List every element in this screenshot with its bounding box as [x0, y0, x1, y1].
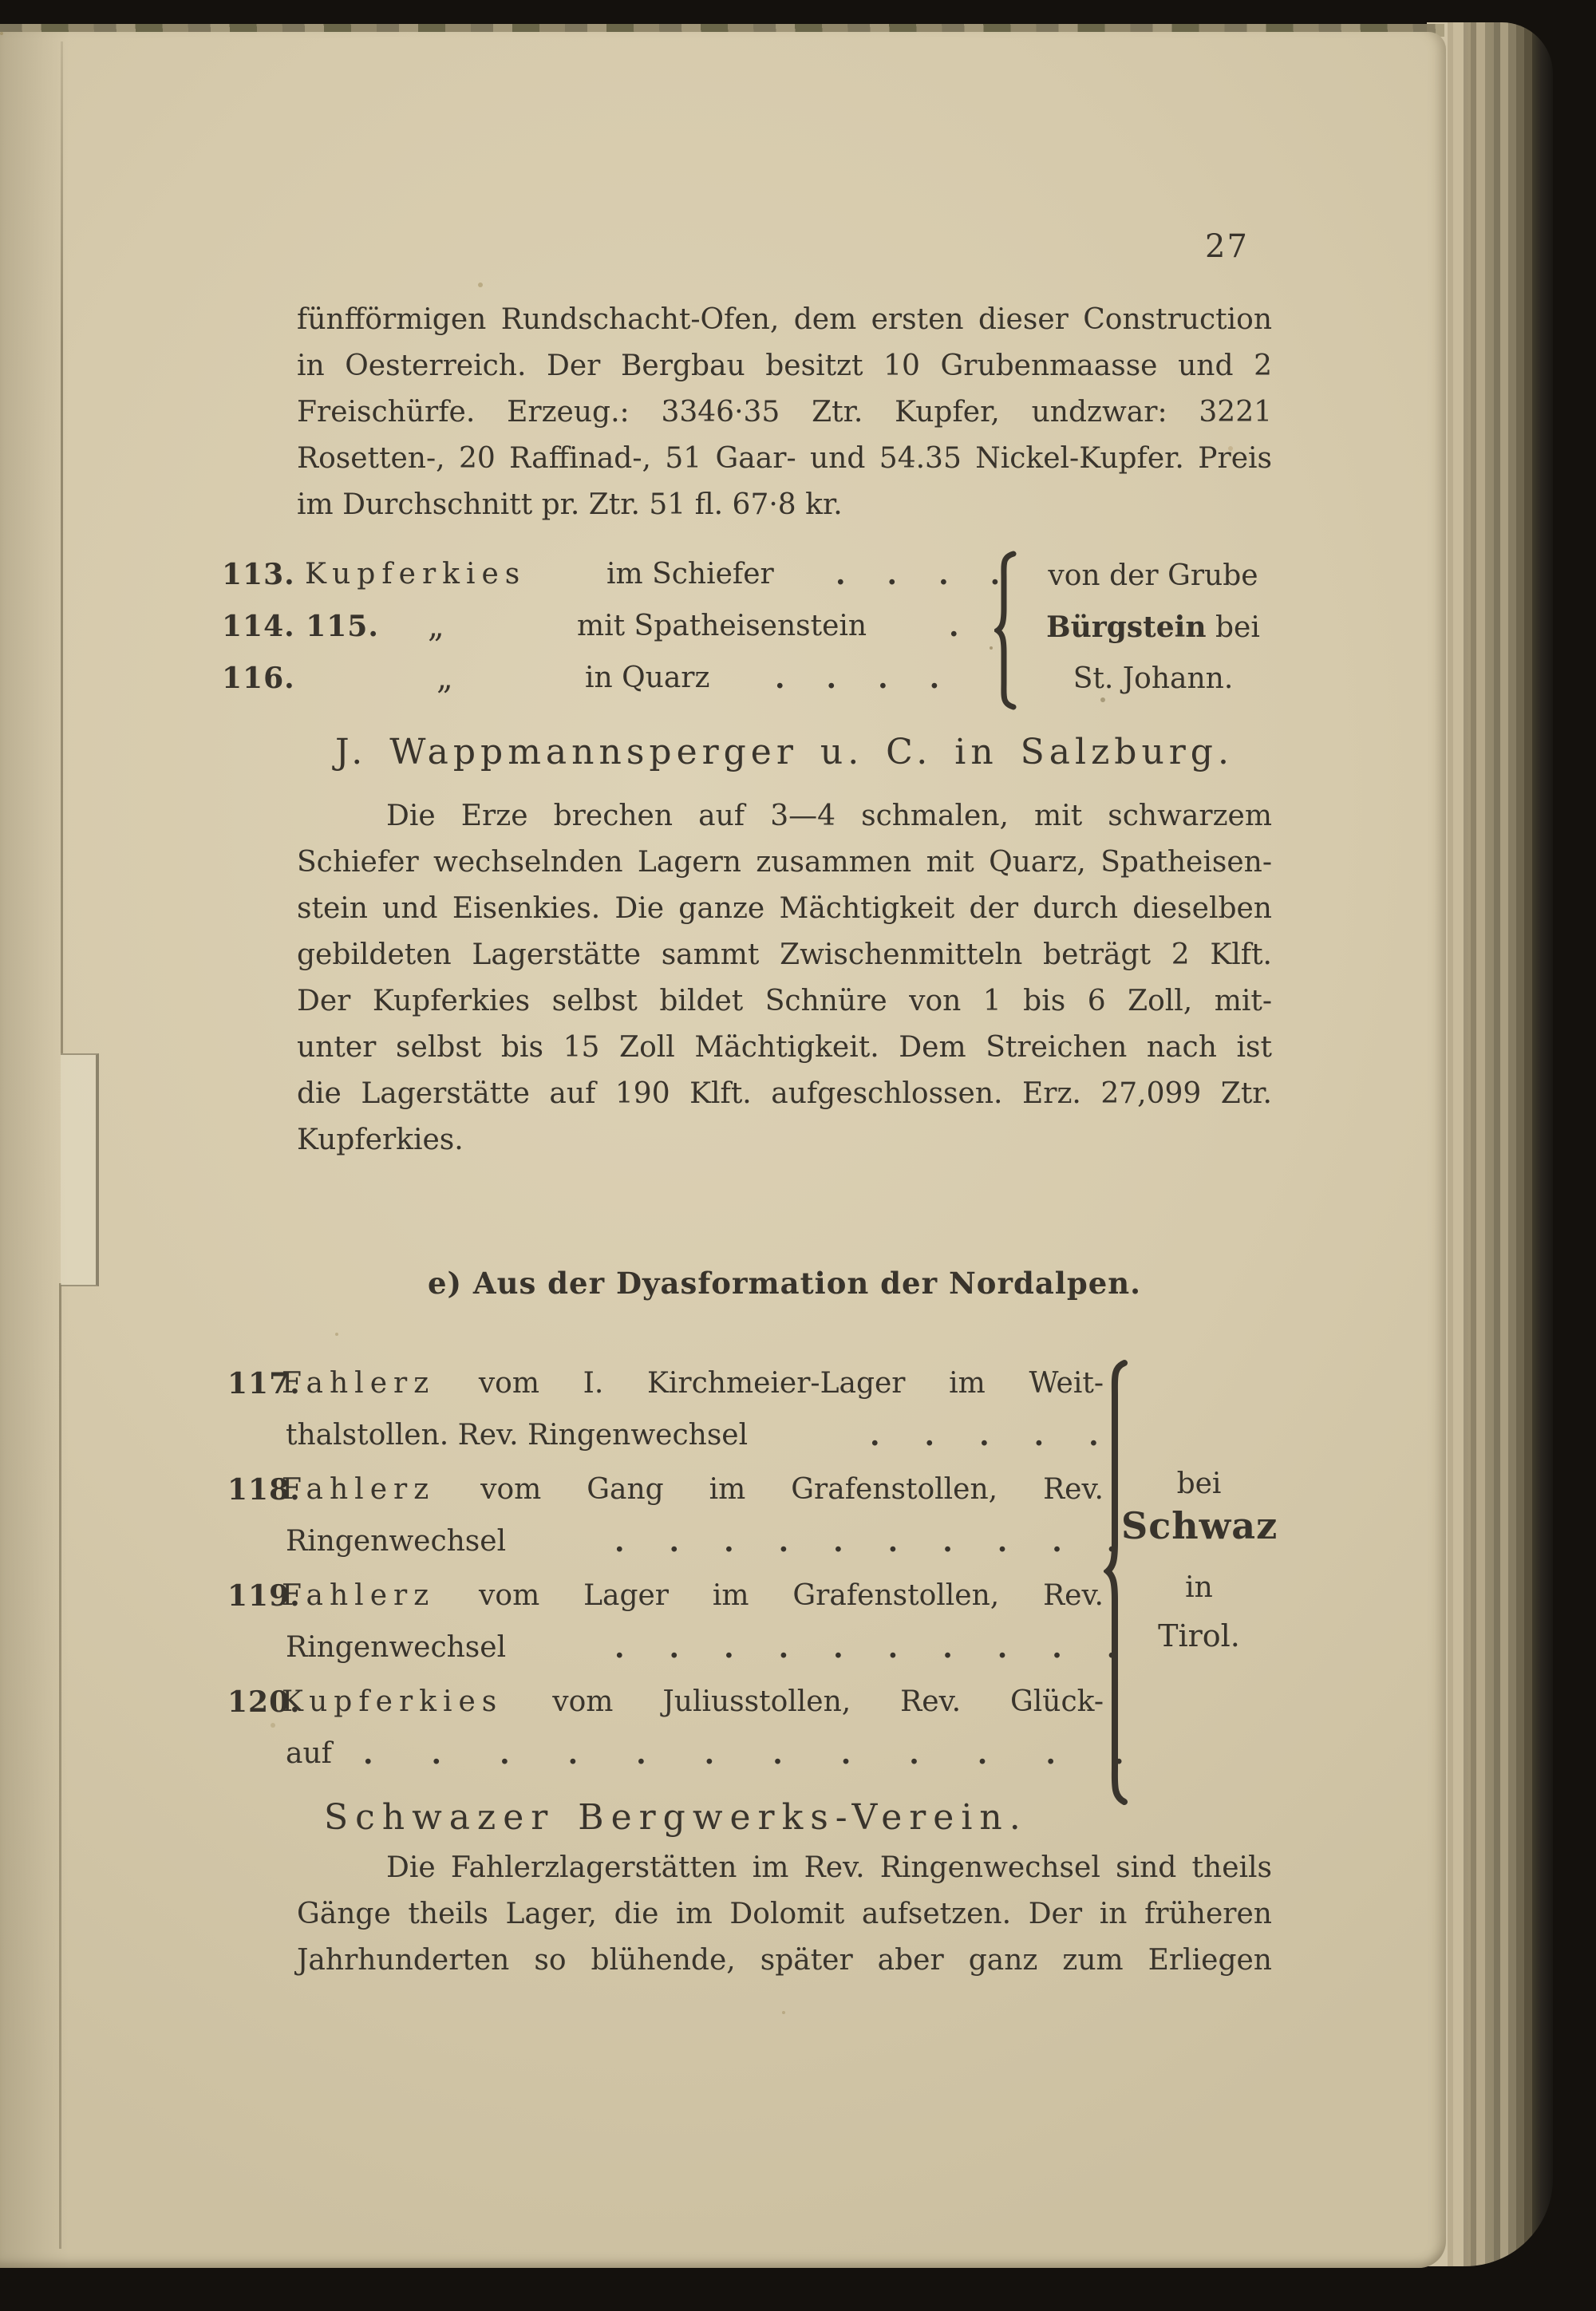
specimen-number: 116.: [222, 662, 295, 695]
text-line: in Oesterreich. Der Bergbau besitzt 10 Grubenmaasse und 2: [297, 350, 1272, 382]
locality-name: Schwaz: [1121, 1504, 1278, 1547]
specimen-row-117-cont: [227, 1418, 1297, 1453]
text-line: Die Fahlerzlagerstätten im Rev. Ringenwechsel sind theils: [386, 1851, 1272, 1884]
specimen-desc: mit Spatheisenstein: [577, 610, 867, 642]
note-text: bei: [1206, 611, 1260, 644]
ditto-mark: „: [428, 608, 444, 645]
specimen-list-117-120: [227, 1357, 1297, 1803]
specimen-number: 118.: [227, 1473, 301, 1507]
specimen-text: Ringenwechsel: [286, 1525, 507, 1558]
specimen-desc: im Schiefer: [606, 558, 774, 591]
specimen-number: 119.: [227, 1579, 301, 1613]
text-line: Gänge theils Lager, die im Dolomit aufsetzen. Der in früheren: [297, 1898, 1272, 1930]
dot-leader: .....: [870, 1419, 1144, 1452]
text-line: unter selbst bis 15 Zoll Mächtigkeit. Dem Streichen nach ist: [297, 1031, 1272, 1064]
specimen-list-113-116: [222, 551, 1291, 718]
dot-leader: ............: [363, 1737, 1183, 1771]
specimen-desc: [282, 1685, 1104, 1720]
dot-leader: ..........: [614, 1525, 1162, 1558]
ditto-mark: „: [437, 660, 453, 697]
text-line: Die Erze brechen auf 3—4 schmalen, mit schwarzem: [386, 800, 1272, 832]
text-line: Jahrhunderten so blühende, später aber ganz zum Erliegen: [297, 1944, 1272, 1977]
specimen-row-120: [227, 1685, 1297, 1720]
specimen-name: Kupferkies: [282, 1685, 504, 1718]
note-line: St. Johann.: [1073, 662, 1234, 695]
specimen-name: Fahlerz: [282, 1473, 436, 1506]
paragraph-ofen: [297, 297, 1272, 528]
text-line: im Durchschnitt pr. Ztr. 51 fl. 67·8 kr.: [297, 488, 843, 521]
specimen-text: thalstollen. Rev. Ringenwechsel: [286, 1419, 749, 1452]
specimen-text: vom Gang im Grafenstollen, Rev.: [435, 1473, 1104, 1506]
note-line: [1029, 610, 1277, 645]
paragraph-erze: [297, 793, 1272, 1163]
specimen-number: 120.: [227, 1685, 301, 1719]
specimen-number: 114. 115.: [222, 610, 379, 643]
specimen-desc: [282, 1578, 1104, 1614]
specimen-row-120-cont: [227, 1736, 1297, 1772]
specimen-text: auf: [286, 1737, 332, 1770]
specimen-text: vom Lager im Grafenstollen, Rev.: [435, 1579, 1104, 1612]
text-line: die Lagerstätte auf 190 Klft. aufgeschlossen. Erz. 27,099 Ztr.: [297, 1077, 1272, 1110]
text-line: Kupferkies.: [297, 1124, 464, 1156]
heading-wappmannsperger: J. Wappmannsperger u. C. in Salzburg.: [335, 732, 1234, 772]
text-line: fünfförmigen Rundschacht-Ofen, dem ersten dieser Construction: [297, 303, 1272, 336]
specimen-text: vom Juliusstollen, Rev. Glück-: [503, 1685, 1104, 1718]
dot-leader: ..........: [614, 1631, 1162, 1665]
heading-schwazer-bergwerks-verein: Schwazer Bergwerks-Verein.: [324, 1797, 1028, 1838]
specimen-name: Fahlerz: [282, 1367, 436, 1400]
text-line: Schiefer wechselnden Lagern zusammen mit Quarz, Spatheisen-: [297, 846, 1272, 879]
text-line: Der Kupferkies selbst bildet Schnüre von 1 bis 6 Zoll, mit-: [297, 985, 1272, 1017]
specimen-text: Ringenwechsel: [286, 1631, 507, 1664]
specimen-number: 117.: [227, 1367, 301, 1400]
specimen-desc: in Quarz: [585, 662, 710, 694]
text-line: gebildeten Lagerstätte sammt Zwischenmitteln beträgt 2 Klft.: [297, 938, 1272, 971]
specimen-number: 113.: [222, 558, 295, 591]
specimen-name: Fahlerz: [282, 1579, 436, 1612]
dot-leader: ....: [775, 662, 982, 695]
text-line: stein und Eisenkies. Die ganze Mächtigkeit der durch dieselben: [297, 892, 1272, 925]
paragraph-fahlerzlagerstaetten: [297, 1845, 1272, 1984]
specimen-name: Kupferkies: [305, 558, 527, 591]
note-line: bei: [1176, 1468, 1222, 1500]
text-line: Freischürfe. Erzeug.: 3346·35 Ztr. Kupfer, undzwar: 3221: [297, 396, 1272, 429]
specimen-row-117: [227, 1366, 1297, 1401]
note-line: von der Grube: [1048, 559, 1258, 592]
dot-leader: .: [949, 610, 1001, 643]
text-line: Rosetten-, 20 Raffinad-, 51 Gaar- und 54.35 Nickel-Kupfer. Preis: [297, 442, 1272, 475]
heading-dyasformation: e) Aus der Dyasformation der Nordalpen.: [427, 1266, 1142, 1301]
page-number: 27: [1205, 228, 1249, 265]
specimen-text: vom I. Kirchmeier-Lager im Weit-: [435, 1367, 1104, 1400]
locality-name: Bürgstein: [1046, 610, 1207, 644]
brace-113-116: [994, 551, 1018, 710]
dot-leader: ....: [836, 558, 1042, 591]
note-line: in: [1185, 1571, 1213, 1604]
specimen-desc: [282, 1472, 1104, 1507]
specimen-desc: [282, 1366, 1104, 1401]
note-line: Tirol.: [1158, 1618, 1240, 1653]
